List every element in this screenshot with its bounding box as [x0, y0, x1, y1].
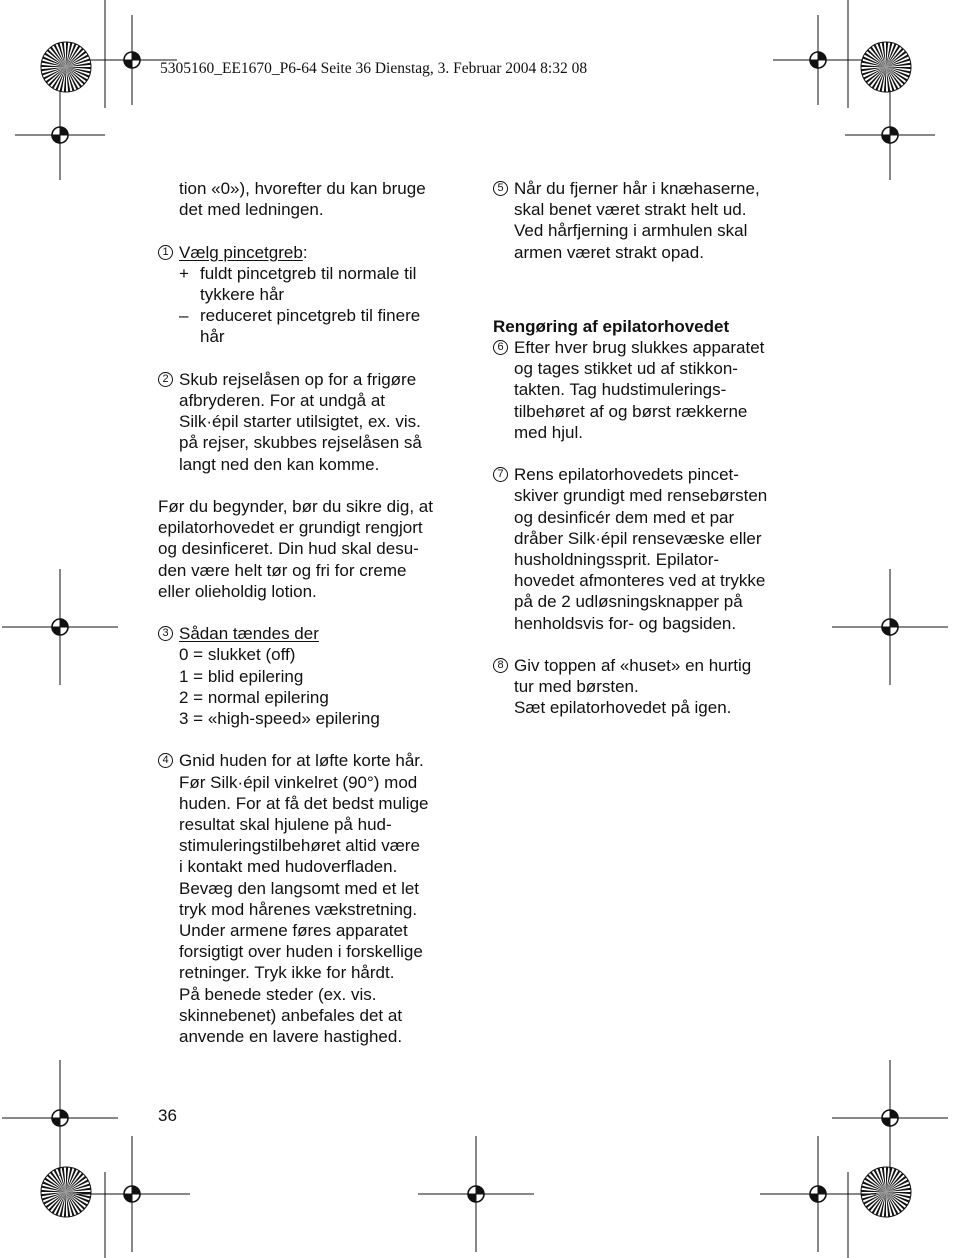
step-number-badge: 2 [158, 372, 173, 387]
left-column [158, 178, 463, 1047]
text-line: anvende en lavere hastighed. [179, 1027, 403, 1047]
text-line: retninger. Tryk ikke for hårdt. [179, 963, 395, 983]
step-number-badge: 1 [158, 245, 173, 260]
text-line: Under armene føres apparatet [179, 921, 408, 941]
dash-bullet: – [179, 306, 189, 326]
text-line: tilbehøret af og børst rækkerne [514, 401, 748, 421]
text-line: tion «0»), hvorefter du kan bruge [179, 179, 426, 198]
step-2 [158, 369, 463, 475]
text-line: hår [200, 327, 225, 347]
text-line: Bevæg den langsomt med et let [179, 878, 420, 898]
section-heading: Rengøring af epilatorhovedet [493, 316, 730, 336]
text-line: Før Silk·épil vinkelret (90°) mod [179, 772, 418, 792]
speed-setting: 2 = normal epilering [179, 687, 329, 707]
text-line: og desinficér dem med et par [514, 507, 735, 527]
text-line: tykkere hår [200, 285, 285, 304]
text-line: takten. Tag hudstimulerings- [514, 380, 727, 400]
starburst-register-mark [861, 42, 911, 92]
registration-mark [760, 1136, 876, 1252]
bullet-reduced-grip [158, 305, 463, 347]
text-line: dråber Silk·épil rensevæske eller [514, 528, 762, 548]
text-line: skinnebenet) anbefales det at [179, 1005, 403, 1025]
intro-text [158, 178, 463, 220]
text-line: forsigtigt over huden i forskellige [179, 942, 423, 962]
step-3 [158, 623, 463, 729]
step-7 [493, 464, 798, 634]
print-slug-header: 5305160_EE1670_P6-64 Seite 36 Dienstag, 3. Februar 2004 8:32 08 [160, 60, 588, 77]
registration-mark [773, 15, 863, 105]
text-line: i kontakt med hudoverfladen. [179, 857, 398, 877]
text-line: og desinficeret. Din hud skal desu- [158, 539, 419, 559]
text-line: armen været strakt opad. [514, 242, 704, 262]
step-number-badge: 7 [493, 467, 508, 482]
step-number-badge: 6 [493, 340, 508, 355]
starburst-register-mark [41, 42, 91, 92]
page-number: 36 [158, 1106, 177, 1125]
text-line: Før du begynder, bør du sikre dig, at [158, 497, 433, 516]
text-line: Skub rejselåsen op for a frigøre [179, 369, 417, 389]
step-number-badge: 4 [158, 753, 173, 768]
registration-mark [2, 569, 118, 685]
registration-mark [832, 569, 948, 685]
registration-mark [832, 1060, 948, 1176]
right-column [493, 178, 798, 719]
text-line: Rens epilatorhovedets pincet- [514, 465, 739, 485]
text-line: tur med børsten. [514, 677, 639, 697]
text-line: afbryderen. For at undgå at [179, 391, 386, 410]
registration-mark [845, 90, 935, 180]
text-line: Giv toppen af «huset» en hurtig [514, 656, 752, 676]
plus-bullet: + [179, 263, 189, 283]
preparation-paragraph [158, 496, 463, 602]
text-line: epilatorhovedet er grundigt rengjort [158, 518, 423, 538]
text-line: den være helt tør og fri for creme [158, 560, 407, 580]
text-line: på rejser, skubbes rejselåsen så [179, 433, 422, 453]
step-1-label: Vælg pincetgreb [179, 242, 303, 262]
text-line: henholdsvis for- og bagsiden. [514, 613, 737, 633]
speed-setting: 3 = «high-speed» epilering [179, 709, 380, 729]
text-line: På benede steder (ex. vis. [179, 984, 377, 1004]
text-line: på de 2 udløsningsknapper på [514, 592, 743, 612]
text-line: langt ned den kan komme. [179, 454, 380, 474]
speed-setting: 1 = blid epilering [179, 666, 304, 686]
text-line: Efter hver brug slukkes apparatet [514, 338, 765, 358]
step-number-badge: 5 [493, 181, 508, 196]
text-line: og tages stikket ud af stikkon- [514, 359, 738, 379]
registration-mark [2, 1060, 118, 1176]
step-1 [158, 242, 463, 263]
text-line: skiver grundigt med rensebørsten [514, 486, 768, 506]
text-line: skal benet været strakt helt ud. [514, 200, 747, 220]
bullet-full-grip [158, 263, 463, 305]
text-line: huden. For at få det bedst mulige [179, 793, 429, 813]
registration-mark [15, 90, 105, 180]
text-line: Når du fjerner hår i knæhaserne, [514, 179, 760, 198]
text-line: stimuleringstilbehøret altid være [179, 836, 420, 856]
text-line: Ved hårfjerning i armhulen skal [514, 221, 748, 241]
step-4 [158, 750, 463, 1047]
text-line: med hjul. [514, 422, 583, 442]
speed-setting: 0 = slukket (off) [179, 645, 296, 665]
text-line: tryk mod hårenes vækstretning. [179, 899, 418, 919]
step-8 [493, 655, 798, 719]
text-line: resultat skal hjulene på hud- [179, 815, 392, 835]
step-6 [493, 337, 798, 443]
text-line: reduceret pincetgreb til finere [200, 306, 421, 326]
registration-mark [418, 1136, 534, 1252]
text-line: hovedet afmonteres ved at trykke [514, 571, 766, 591]
text-line: det med ledningen. [179, 200, 324, 220]
step-number-badge: 3 [158, 626, 173, 641]
text-line: Gnid huden for at løfte korte hår. [179, 751, 424, 771]
starburst-register-mark [861, 1167, 911, 1217]
step-number-badge: 8 [493, 658, 508, 673]
text-line: Silk·épil starter utilsigtet, ex. vis. [179, 412, 421, 432]
text-line: fuldt pincetgreb til normale til [200, 263, 417, 283]
text-line: eller olieholdig lotion. [158, 581, 317, 601]
starburst-register-mark [41, 1167, 91, 1217]
text-line: husholdningssprit. Epilator- [514, 550, 720, 570]
label-colon: : [302, 242, 308, 262]
step-5 [493, 178, 798, 263]
text-line: Sæt epilatorhovedet på igen. [514, 698, 732, 718]
step-3-label: Sådan tændes der [179, 624, 319, 644]
